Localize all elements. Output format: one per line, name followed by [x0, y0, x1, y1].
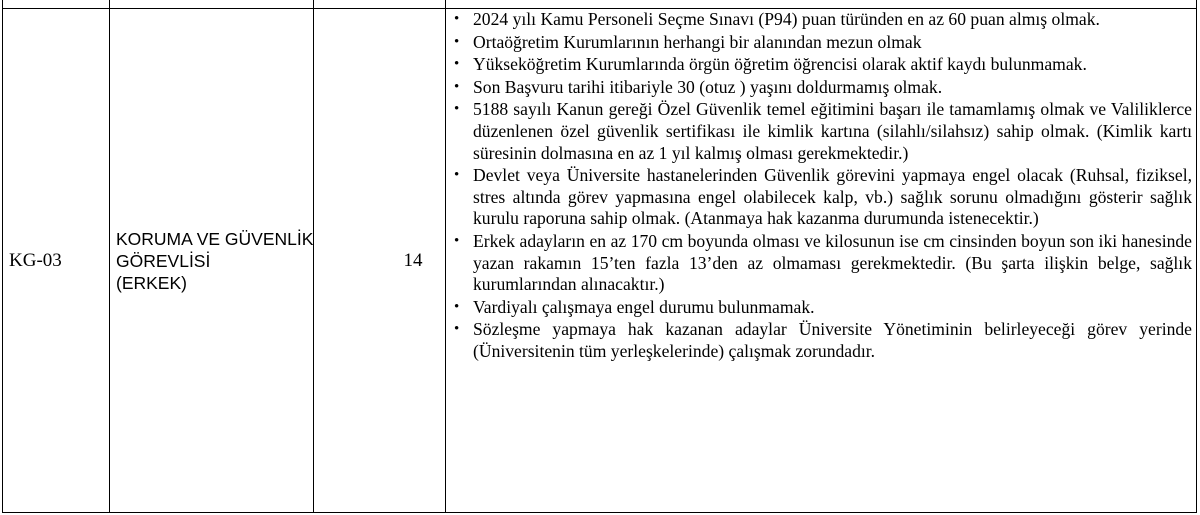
bullet-icon: •	[454, 78, 460, 95]
requirement-text: Erkek adayların en az 170 cm boyunda olması ve kilosunun ise cm cinsinden boyun son iki hanesinde yazan rakamın 15’ten fazla 13’den az olmaması gerekmektedir. (Bu şarta ilişkin belge, sağlık kurumlarından alınacaktır.)	[473, 230, 1192, 295]
position-title-line: (ERKEK)	[116, 272, 187, 293]
position-code	[9, 9, 109, 512]
requirement-text: 5188 sayılı Kanun gereği Özel Güvenlik temel eğitimini başarı ile tamamlamış olmak ve Valiliklerce düzenlenen özel güvenlik sertifikası ile kimlik kartına (silahlı/silahsız) sahip olmak. (Kimlik kartı süresinin dolmasına en az 1 yıl kalmış olması gerekmektedir.)	[473, 99, 1192, 163]
list-item	[449, 9, 1192, 31]
list-item	[449, 99, 1192, 164]
list-item	[449, 319, 1192, 362]
bullet-icon: •	[454, 298, 460, 315]
position-title	[116, 9, 314, 512]
list-item	[449, 54, 1192, 76]
list-item	[449, 297, 1192, 319]
list-item	[449, 32, 1192, 54]
requirement-text: Vardiyalı çalışmaya engel durumu bulunmamak.	[473, 296, 815, 317]
position-count-text: 14	[403, 249, 423, 271]
bullet-icon: •	[454, 321, 460, 338]
previous-row-remnant	[3, 0, 1196, 9]
position-title-line: GÖREVLİSİ	[116, 250, 211, 271]
position-title-line: KORUMA VE GÜVENLİK	[116, 228, 314, 249]
bullet-icon: •	[454, 56, 460, 73]
position-count	[383, 9, 443, 512]
requirements-list	[449, 9, 1192, 364]
requirement-text: Ortaöğretim Kurumlarının herhangi bir alanından mezun olmak	[473, 31, 922, 52]
requirement-text: Devlet veya Üniversite hastanelerinden Güvenlik görevini yapmaya engel olacak (Ruhsal, fiziksel, stres altında görev yapmasına engel olabilecek kalp, vb.) sağlık sorunu olmadığını gösterir sağlık kurulu raporuna sahip olmak. (Atanmaya hak kazanma durumunda istenecektir.)	[473, 165, 1192, 229]
requirement-text: Yükseköğretim Kurumlarında örgün öğretim öğrencisi olarak aktif kaydı bulunmamak.	[473, 54, 1087, 75]
column-divider	[109, 0, 110, 512]
bullet-icon: •	[454, 11, 460, 27]
requirements-table	[2, 0, 1197, 513]
position-code-text: KG-03	[9, 249, 62, 271]
list-item	[449, 77, 1192, 99]
list-item	[449, 231, 1192, 296]
bullet-icon: •	[454, 232, 460, 249]
requirement-text: Son Başvuru tarihi itibariyle 30 (otuz ) yaşını doldurmamış olmak.	[473, 76, 943, 97]
list-item	[449, 165, 1192, 230]
requirement-text: Sözleşme yapmaya hak kazanan adaylar Üniversite Yönetiminin belirleyeceği görev yerinde (Üniversitenin tüm yerleşkelerinde) çalışmak zorundadır.	[473, 319, 1192, 361]
bullet-icon: •	[454, 101, 460, 118]
bullet-icon: •	[454, 33, 460, 50]
requirement-text: 2024 yılı Kamu Personeli Seçme Sınavı (P94) puan türünden en az 60 puan almış olmak.	[473, 9, 1100, 29]
column-divider	[445, 0, 446, 512]
bullet-icon: •	[454, 167, 460, 184]
